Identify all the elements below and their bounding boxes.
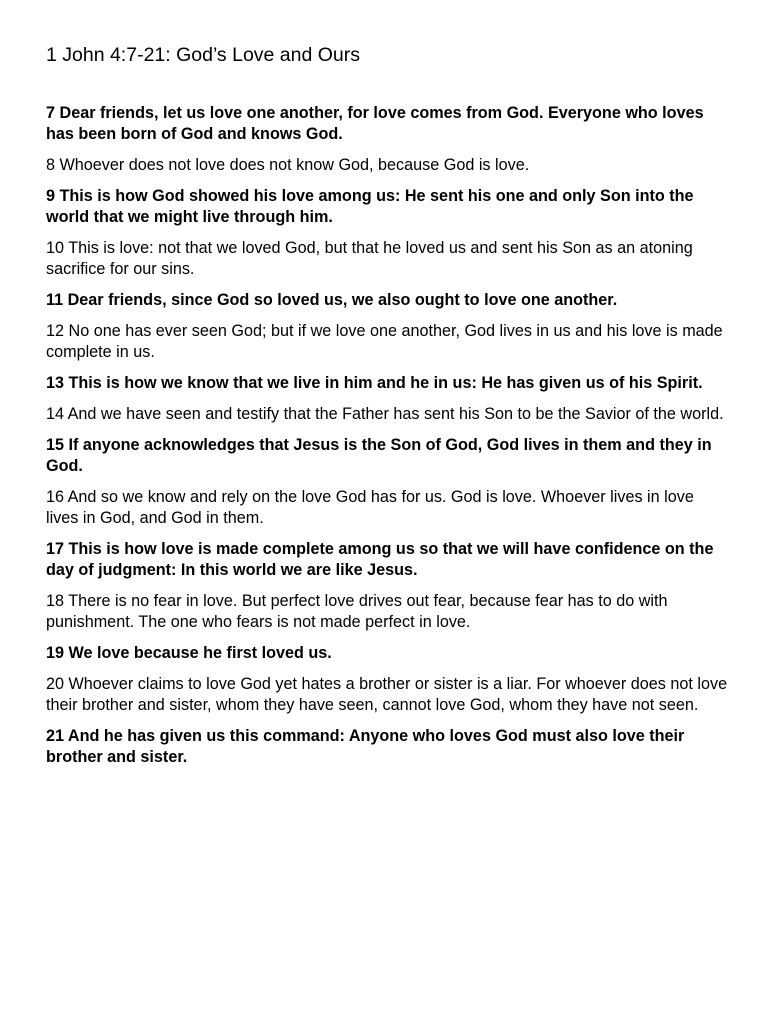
verse-10: 10 This is love: not that we loved God, but that he loved us and sent his Son as an atoning sacrifice for our sins. — [46, 239, 693, 278]
document-page — [46, 42, 730, 778]
verse-20: 20 Whoever claims to love God yet hates a brother or sister is a liar. For whoever does not love their brother and sister, whom they have seen, cannot love God, whom they have not seen. — [46, 675, 728, 714]
verse-15: 15 If anyone acknowledges that Jesus is the Son of God, God lives in them and they in God. — [46, 436, 712, 475]
verse-17: 17 This is how love is made complete among us so that we will have confidence on the day of judgment: In this world we are like Jesus. — [46, 540, 714, 579]
verse-7: 7 Dear friends, let us love one another, for love comes from God. Everyone who loves has been born of God and knows God. — [46, 104, 704, 143]
verse-21: 21 And he has given us this command: Anyone who loves God must also love their brother and sister. — [46, 727, 685, 766]
verse-19: 19 We love because he first loved us. — [46, 644, 332, 662]
verse-16: 16 And so we know and rely on the love God has for us. God is love. Whoever lives in love lives in God, and God in them. — [46, 488, 694, 527]
verse-11: 11 Dear friends, since God so loved us, we also ought to love one another. — [46, 291, 618, 309]
verse-list — [46, 103, 730, 768]
verse-14: 14 And we have seen and testify that the Father has sent his Son to be the Savior of the world. — [46, 405, 724, 423]
verse-8: 8 Whoever does not love does not know God, because God is love. — [46, 156, 530, 174]
verse-9: 9 This is how God showed his love among us: He sent his one and only Son into the world that we might live through him. — [46, 187, 694, 226]
page-title: 1 John 4:7-21: God’s Love and Ours — [46, 44, 361, 66]
verse-12: 12 No one has ever seen God; but if we love one another, God lives in us and his love is made complete in us. — [46, 322, 723, 361]
verse-13: 13 This is how we know that we live in him and he in us: He has given us of his Spirit. — [46, 374, 703, 392]
verse-18: 18 There is no fear in love. But perfect love drives out fear, because fear has to do with punishment. The one who fears is not made perfect in love. — [46, 592, 668, 631]
